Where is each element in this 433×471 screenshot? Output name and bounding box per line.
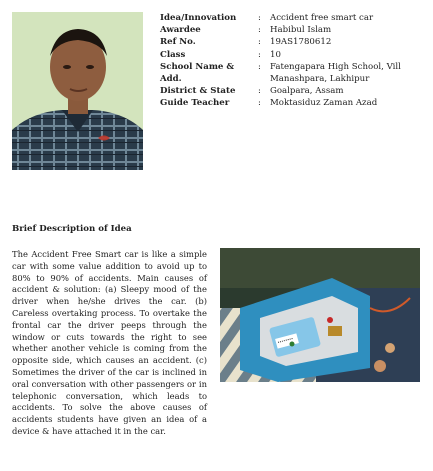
project-photo — [220, 248, 420, 382]
detail-label: Guide Teacher — [160, 98, 230, 109]
detail-row-school — [160, 61, 425, 85]
detail-separator: : — [258, 13, 261, 23]
detail-separator: : — [258, 25, 261, 36]
description-text: The Accident Free Smart car is like a simple car with some value addition to avoid up to 80% to 90% of accidents. Main causes of accident & solution: (a) Sleepy mood of the driver when he/she drives the car. (b) Careless overtaking process. To overtake the frontal car the driver peeps through the window or cuts towards the right to see whether another vehicle is coming from the opposite side, which causes an accident. (c) Sometimes the driver of the car is inclined in oral conversation with other passengers or in telephonic conversation, which leads to accidents. To solve the above causes of accidents students have given an idea of a device & have attached it in the car. — [12, 249, 207, 436]
detail-value: Accident free smart car — [270, 13, 374, 23]
detail-label: Class — [160, 49, 186, 60]
detail-value: 10 — [270, 49, 281, 60]
detail-row-idea — [160, 12, 425, 24]
detail-row-ref-no — [160, 36, 425, 48]
detail-separator: : — [258, 98, 261, 109]
detail-row-class — [160, 49, 425, 61]
detail-separator: : — [258, 61, 261, 72]
detail-label: Awardee — [160, 25, 201, 36]
detail-separator: : — [258, 49, 261, 60]
detail-row-awardee — [160, 24, 425, 36]
detail-row-district — [160, 85, 425, 97]
detail-value: 19AS1780612 — [270, 37, 332, 48]
detail-value: Habibul Islam — [270, 25, 332, 36]
detail-separator: : — [258, 86, 261, 97]
awardee-details — [160, 12, 425, 110]
detail-label: School Name & Add. — [160, 61, 235, 85]
section-heading: Brief Description of Idea — [12, 224, 132, 234]
detail-row-guide — [160, 97, 425, 109]
detail-label: Idea/Innovation — [160, 13, 237, 23]
awardee-portrait — [12, 12, 143, 170]
detail-value: Moktasiduz Zaman Azad — [270, 98, 378, 109]
detail-value: Fatengapara High School, Vill Manashpara, Lakhipur — [270, 61, 401, 85]
detail-separator: : — [258, 37, 261, 48]
detail-label: District & State — [160, 86, 236, 97]
detail-label: Ref No. — [160, 37, 196, 48]
detail-value: Goalpara, Assam — [270, 86, 344, 97]
